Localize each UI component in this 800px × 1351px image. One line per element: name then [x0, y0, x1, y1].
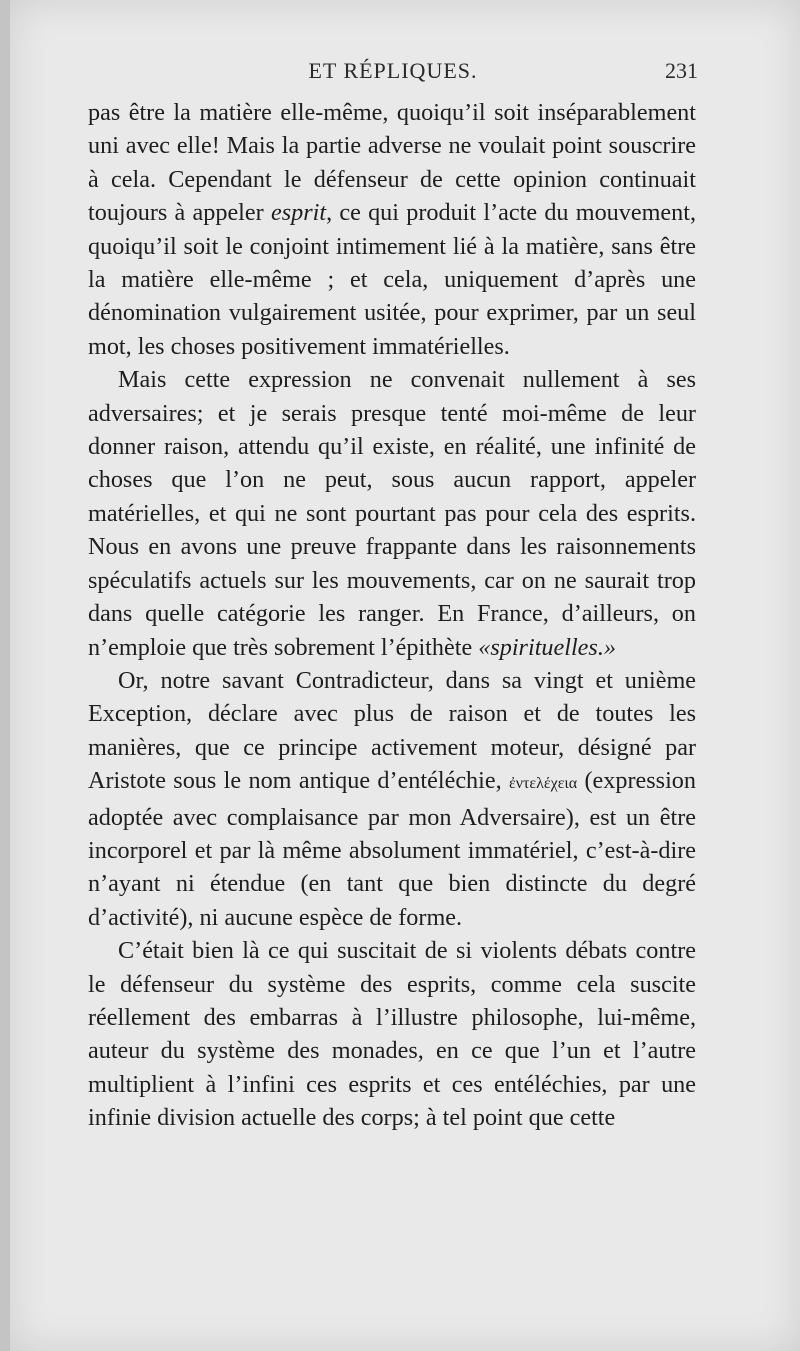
body-text [88, 96, 696, 1135]
book-page [10, 0, 800, 1351]
paragraph-4: C’était bien là ce qui suscitait de si violents débats contre le défenseur du système des esprits, comme cela suscite réellement des embarras à l’illustre philosophe, lui-même, auteur du système des monades, en ce que l’un et l’autre multiplient à l’infini ces esprits et ces entéléchies, par une infinie division actuelle des corps; à tel point que cette [88, 937, 696, 1132]
greek-word: ἐντελέχεια [509, 775, 578, 793]
paragraph-1: pas être la matière elle-même, quoiqu’il soit inséparablement uni avec elle! Mais la partie adverse ne voulait point souscrire à cela. Cependant le défenseur de cette opinion continuait toujours à appeler esprit, ce qui produit l’acte du mouvement, quoiqu’il soit le conjoint intimement lié à la matière, sans être la matière elle-même ; et cela, uniquement d’après une dénomination vulgairement usitée, pour exprimer, par un seul mot, les choses positivement immatérielles. [88, 99, 696, 360]
paragraph-3: Or, notre savant Contradicteur, dans sa vingt et unième Exception, déclare avec plus de raison et de toutes les manières, que ce principe activement moteur, désigné par Aristote sous le nom antique d’entéléchie, ἐντελέχεια (expression adoptée avec complaisance par mon Adversaire), est un être incorporel et par là même absolument immatériel, c’est-à-dire n’ayant ni étendue (en tant que bien distincte du degré d’activité), ni aucune espèce de forme. [88, 666, 696, 931]
running-title: ET RÉPLIQUES. [308, 58, 478, 83]
paragraph-2: Mais cette expression ne convenait nullement à ses adversaires; et je serais presque tenté moi-même de leur donner raison, attendu qu’il existe, en réalité, une infinité de choses que l’on ne peut, sous aucun rapport, appeler matérielles, et qui ne sont pourtant pas pour cela des esprits. Nous en avons une preuve frappante dans les raisonnements spéculatifs actuels sur les mouvements, car on ne saurait trop dans quelle catégorie les ranger. En France, d’ailleurs, on n’emploie que très sobrement l’épithète «spirituelles.» [88, 366, 696, 661]
italic-term: esprit [270, 199, 327, 227]
italic-term: «spirituelles.» [478, 633, 616, 661]
page-header [88, 58, 698, 88]
page-number: 231 [665, 58, 698, 83]
